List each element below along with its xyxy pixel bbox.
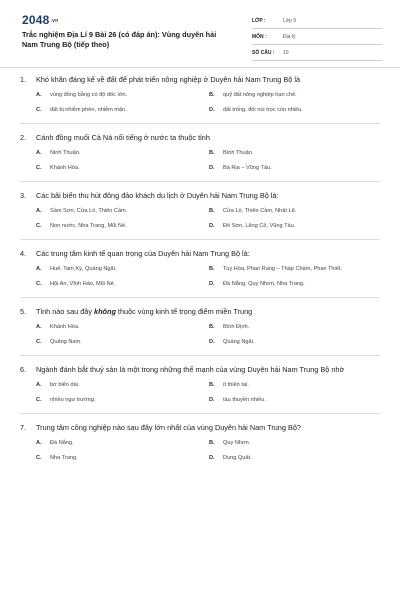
- option-letter: A.: [36, 208, 42, 214]
- option-letter: B.: [209, 440, 215, 446]
- answer-option[interactable]: [209, 454, 382, 462]
- question-item: [0, 132, 400, 182]
- answer-options: [36, 265, 380, 288]
- question-divider: [20, 123, 380, 124]
- question-item: [0, 190, 400, 240]
- answer-option[interactable]: [209, 265, 382, 273]
- option-letter: A.: [36, 324, 42, 330]
- option-letter: C.: [36, 397, 42, 403]
- question-text: Trung tâm công nghiệp nào sau đây lớn nhất của vùng Duyên hải Nam Trung Bộ?: [36, 423, 301, 432]
- option-letter: A.: [36, 150, 42, 156]
- option-letter: D.: [209, 165, 215, 171]
- question-number: 7.: [20, 423, 27, 432]
- option-letter: C.: [36, 281, 42, 287]
- question-header: [20, 248, 380, 259]
- answer-options: [36, 149, 380, 172]
- question-item: [0, 248, 400, 298]
- meta-value: Lớp 9: [283, 17, 297, 24]
- answer-options: [36, 381, 380, 404]
- question-text: [36, 306, 380, 317]
- option-letter: C.: [36, 165, 42, 171]
- meta-count-row: [252, 45, 382, 61]
- option-text: quỹ đất nông nghiệp hạn chế.: [223, 92, 297, 98]
- question-item: [0, 74, 400, 124]
- option-text: Quảng Ngãi.: [223, 339, 255, 345]
- answer-option[interactable]: [209, 149, 382, 157]
- meta-value: Địa lý: [283, 33, 296, 40]
- answer-options: [36, 91, 380, 114]
- question-text-part: thuộc vùng kinh tế trọng điểm miền Trung: [115, 307, 253, 316]
- question-number: 1.: [20, 75, 27, 84]
- answer-option[interactable]: [209, 381, 382, 389]
- question-divider: [20, 297, 380, 298]
- answer-option[interactable]: [36, 381, 209, 389]
- site-logo[interactable]: 2048.vn: [22, 13, 59, 27]
- option-text: Dung Quất.: [223, 455, 252, 461]
- question-header: [20, 364, 380, 375]
- option-text: Đà Nẵng, Quy Nhơn, Nha Trang.: [223, 281, 305, 287]
- question-number: 4.: [20, 249, 27, 258]
- option-letter: D.: [209, 397, 215, 403]
- option-text: Bình Thuận.: [223, 150, 254, 156]
- question-number: 5.: [20, 307, 27, 316]
- option-text: Khánh Hòa.: [50, 324, 80, 330]
- answer-option[interactable]: [36, 106, 209, 114]
- question-text-emphasis: không: [94, 307, 116, 316]
- option-text: ít thiên tai.: [223, 382, 249, 388]
- option-text: nhiều ngư trường.: [50, 397, 96, 403]
- question-item: [0, 422, 400, 462]
- option-text: tàu thuyền nhiều.: [223, 397, 266, 403]
- question-divider: [20, 181, 380, 182]
- option-letter: C.: [36, 455, 42, 461]
- option-letter: D.: [209, 281, 215, 287]
- answer-option[interactable]: [209, 396, 382, 404]
- question-divider: [20, 413, 380, 414]
- answer-option[interactable]: [36, 164, 209, 172]
- option-text: Sầm Sơn, Cửa Lò, Thiên Cầm.: [50, 208, 128, 214]
- option-letter: B.: [209, 324, 215, 330]
- answer-option[interactable]: [209, 338, 382, 346]
- question-list: [0, 74, 400, 462]
- answer-option[interactable]: [36, 207, 209, 215]
- question-divider: [20, 355, 380, 356]
- answer-option[interactable]: [209, 164, 382, 172]
- quiz-meta: [252, 13, 382, 61]
- option-letter: B.: [209, 92, 215, 98]
- question-header: [20, 190, 380, 201]
- answer-option[interactable]: [209, 439, 382, 447]
- option-text: đất trống, đồi núi trọc còn nhiều.: [223, 107, 303, 113]
- page-title: Trắc nghiệm Địa Lí 9 Bài 26 (có đáp án): Vùng duyên hải Nam Trung Bộ (tiếp theo): [22, 30, 217, 49]
- option-text: Tuy Hòa, Phan Rang – Tháp Chàm, Phan Thiết.: [223, 266, 342, 272]
- answer-option[interactable]: [36, 149, 209, 157]
- question-text: Khó khăn đáng kể về đất để phát triển nông nghiệp ở Duyên hải Nam Trung Bộ là: [36, 75, 301, 84]
- option-text: Hội An, Vĩnh Hảo, Mũi Né.: [50, 281, 116, 287]
- question-text-part: Tỉnh nào sau đây: [36, 307, 95, 316]
- question-text: Các bãi biển thu hút đông đảo khách du lịch ở Duyên hải Nam Trung Bộ là:: [36, 191, 279, 200]
- option-letter: C.: [36, 223, 42, 229]
- answer-option[interactable]: [209, 323, 382, 331]
- option-text: Non nước, Nha Trang, Mũi Né.: [50, 223, 127, 229]
- question-divider: [20, 239, 380, 240]
- option-letter: A.: [36, 440, 42, 446]
- option-text: Đà Nẵng.: [50, 440, 74, 446]
- option-text: Quảng Nam.: [50, 339, 82, 345]
- answer-options: [36, 323, 380, 346]
- option-text: Bình Định.: [223, 324, 250, 330]
- answer-option[interactable]: [36, 338, 209, 346]
- meta-subject-row: [252, 29, 382, 45]
- option-text: Quy Nhơn.: [223, 440, 251, 446]
- question-header: [20, 306, 380, 317]
- answer-option[interactable]: [209, 222, 382, 230]
- option-letter: D.: [209, 107, 215, 113]
- answer-option[interactable]: [36, 280, 209, 288]
- option-text: Ninh Thuận.: [50, 150, 81, 156]
- question-number: 2.: [20, 133, 27, 142]
- option-text: bờ biển dài.: [50, 382, 80, 388]
- question-text: Ngành đánh bắt thuỷ sản là một trong những thế mạnh của vùng Duyên hải Nam Trung Bộ nhờ: [36, 365, 345, 374]
- option-letter: B.: [209, 266, 215, 272]
- question-number: 3.: [20, 191, 27, 200]
- meta-label: MÔN :: [252, 33, 267, 40]
- meta-class-row: [252, 13, 382, 29]
- option-text: Huế, Tam Kỳ, Quảng Ngãi.: [50, 266, 117, 272]
- answer-options: [36, 207, 380, 230]
- option-letter: C.: [36, 107, 42, 113]
- option-text: Khánh Hòa.: [50, 165, 80, 171]
- meta-label: SỐ CÂU :: [252, 49, 275, 56]
- answer-option[interactable]: [36, 265, 209, 273]
- option-letter: D.: [209, 455, 215, 461]
- option-text: Đồ Sơn, Lăng Cô, Vũng Tàu.: [223, 223, 296, 229]
- question-item: [0, 364, 400, 414]
- option-letter: A.: [36, 92, 42, 98]
- option-letter: D.: [209, 223, 215, 229]
- question-item: [0, 306, 400, 356]
- option-letter: C.: [36, 339, 42, 345]
- page-header: [0, 0, 400, 68]
- option-letter: D.: [209, 339, 215, 345]
- question-text: Cánh đồng muối Cà Ná nổi tiếng ở nước ta thuộc tỉnh: [36, 133, 210, 142]
- question-text: Các trung tâm kinh tế quan trọng của Duyên hải Nam Trung Bộ là:: [36, 249, 250, 258]
- option-text: Nha Trang.: [50, 455, 78, 461]
- question-header: [20, 422, 380, 433]
- option-text: Cửa Lò, Thiên Cầm, Nhật Lệ.: [223, 208, 297, 214]
- answer-option[interactable]: [36, 454, 209, 462]
- answer-option[interactable]: [209, 280, 382, 288]
- answer-option[interactable]: [36, 439, 209, 447]
- option-letter: B.: [209, 382, 215, 388]
- meta-value: 10: [283, 49, 289, 56]
- question-number: 6.: [20, 365, 27, 374]
- answer-options: [36, 439, 380, 462]
- question-header: [20, 74, 380, 85]
- meta-label: LỚP :: [252, 17, 266, 24]
- option-letter: B.: [209, 208, 215, 214]
- answer-option[interactable]: [209, 207, 382, 215]
- answer-option[interactable]: [36, 91, 209, 99]
- answer-option[interactable]: [209, 106, 382, 114]
- option-letter: A.: [36, 382, 42, 388]
- option-text: đất bị nhiễm phèn, nhiễm mặn.: [50, 107, 127, 113]
- option-letter: A.: [36, 266, 42, 272]
- option-text: Bà Rịa – Vũng Tàu.: [223, 165, 272, 171]
- answer-option[interactable]: [36, 222, 209, 230]
- answer-option[interactable]: [36, 396, 209, 404]
- answer-option[interactable]: [209, 91, 382, 99]
- answer-option[interactable]: [36, 323, 209, 331]
- option-letter: B.: [209, 150, 215, 156]
- question-header: [20, 132, 380, 143]
- option-text: vùng đồng bằng có độ dốc lớn.: [50, 92, 128, 98]
